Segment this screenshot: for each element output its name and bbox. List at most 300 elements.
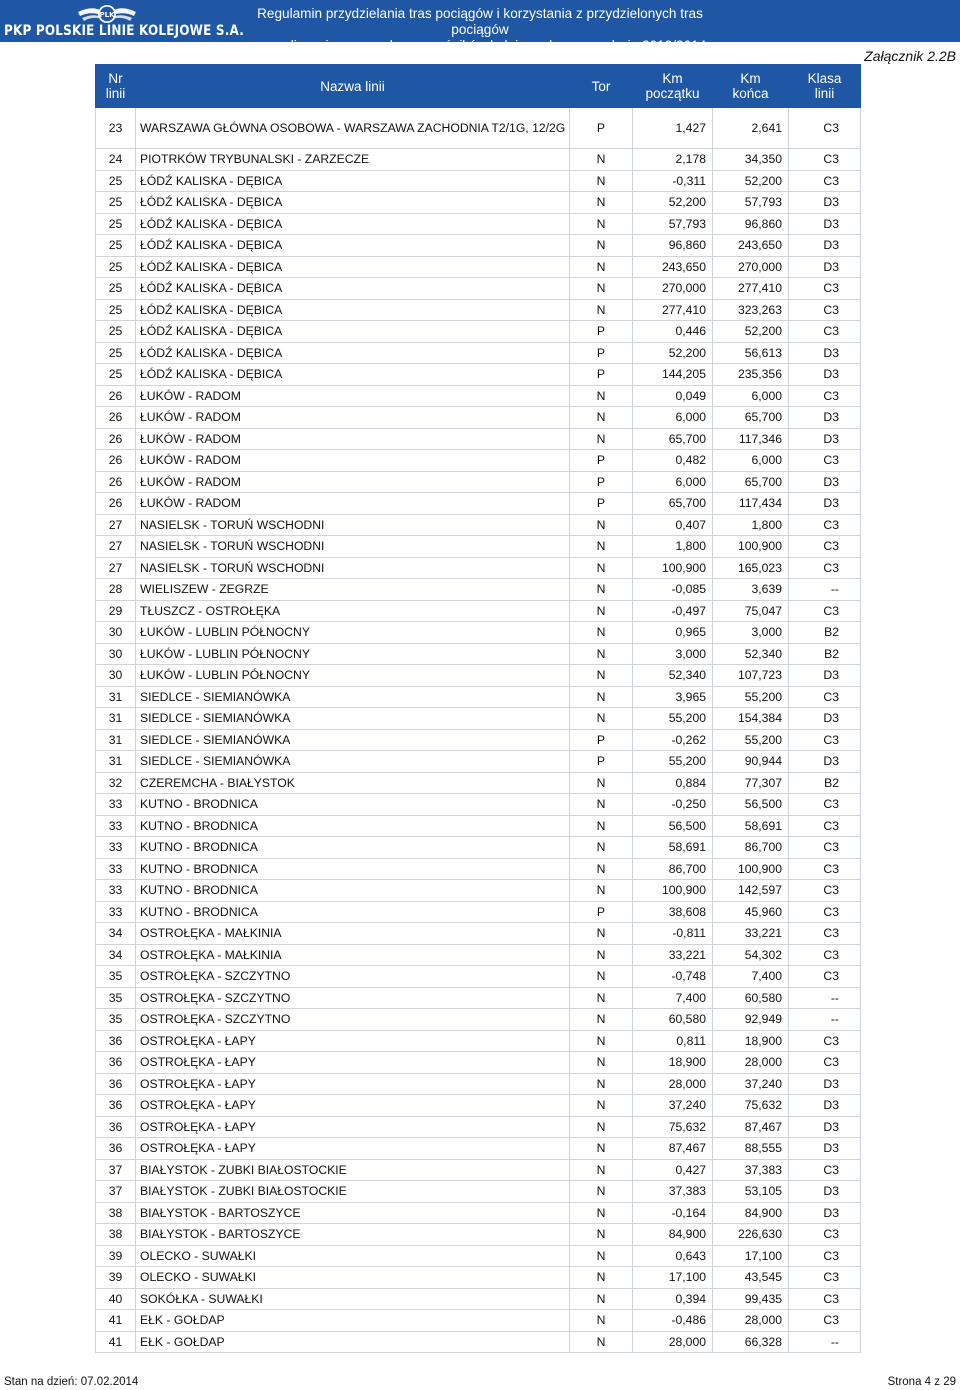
cell-line-number: 26 [96, 471, 136, 493]
cell-line-number: 39 [96, 1267, 136, 1289]
cell-line-name: ŁÓDŹ KALISKA - DĘBICA [136, 321, 570, 343]
cell-line-number: 30 [96, 665, 136, 687]
cell-km-start: 55,200 [633, 708, 713, 730]
table-row [96, 1245, 861, 1267]
cell-track: N [570, 923, 633, 945]
table-row [96, 170, 861, 192]
cell-line-number: 35 [96, 1009, 136, 1031]
cell-line-number: 28 [96, 579, 136, 601]
document-title [230, 6, 730, 54]
cell-line-class: D3 [789, 1073, 861, 1095]
cell-km-start: 57,793 [633, 213, 713, 235]
cell-km-end: 34,350 [713, 149, 789, 171]
cell-line-name: ŁÓDŹ KALISKA - DĘBICA [136, 364, 570, 386]
cell-track: N [570, 170, 633, 192]
cell-track: N [570, 278, 633, 300]
cell-line-class: B2 [789, 643, 861, 665]
cell-km-end: 1,800 [713, 514, 789, 536]
cell-line-number: 25 [96, 256, 136, 278]
cell-line-class: C3 [789, 858, 861, 880]
cell-track: N [570, 1310, 633, 1332]
title-line-2: przez licencjonowanych przewoźników kolejowych w ramach rjp 2013/2014 [253, 38, 707, 53]
cell-km-end: 117,434 [713, 493, 789, 515]
cell-line-class: D3 [789, 428, 861, 450]
cell-track: N [570, 557, 633, 579]
cell-line-number: 35 [96, 966, 136, 988]
table-row [96, 471, 861, 493]
cell-track: N [570, 1202, 633, 1224]
cell-line-class: B2 [789, 772, 861, 794]
cell-line-name: ŁÓDŹ KALISKA - DĘBICA [136, 342, 570, 364]
logo-text: PKP POLSKIE LINIE KOLEJOWE S.A. [4, 23, 244, 39]
table-row [96, 1009, 861, 1031]
winged-wheel-emblem-icon [76, 3, 138, 25]
cell-km-end: 18,900 [713, 1030, 789, 1052]
cell-line-class: C3 [789, 1245, 861, 1267]
cell-line-name: OSTROŁĘKA - SZCZYTNO [136, 966, 570, 988]
cell-line-class: C3 [789, 321, 861, 343]
cell-km-end: 37,240 [713, 1073, 789, 1095]
cell-line-class: D3 [789, 1181, 861, 1203]
cell-km-start: -0,164 [633, 1202, 713, 1224]
cell-track: N [570, 192, 633, 214]
table-row [96, 1030, 861, 1052]
cell-line-class: D3 [789, 751, 861, 773]
cell-km-start: 28,000 [633, 1073, 713, 1095]
table-row [96, 450, 861, 472]
cell-line-class: C3 [789, 514, 861, 536]
cell-line-name: NASIELSK - TORUŃ WSCHODNI [136, 536, 570, 558]
cell-km-start: 84,900 [633, 1224, 713, 1246]
cell-track: N [570, 1073, 633, 1095]
cell-line-class: C3 [789, 794, 861, 816]
cell-km-end: 17,100 [713, 1245, 789, 1267]
cell-km-start: 86,700 [633, 858, 713, 880]
table-row [96, 1116, 861, 1138]
cell-km-end: 54,302 [713, 944, 789, 966]
cell-km-start: 33,221 [633, 944, 713, 966]
cell-km-start: 0,407 [633, 514, 713, 536]
cell-line-number: 29 [96, 600, 136, 622]
cell-line-class: D3 [789, 342, 861, 364]
cell-line-class: C3 [789, 1310, 861, 1332]
cell-km-end: 165,023 [713, 557, 789, 579]
cell-line-number: 34 [96, 923, 136, 945]
table-row [96, 1310, 861, 1332]
cell-line-class: C3 [789, 149, 861, 171]
cell-line-name: ŁUKÓW - RADOM [136, 385, 570, 407]
cell-line-class: D3 [789, 665, 861, 687]
cell-line-class: C3 [789, 278, 861, 300]
cell-line-number: 25 [96, 192, 136, 214]
table-row [96, 1288, 861, 1310]
cell-line-number: 27 [96, 557, 136, 579]
header-band [0, 0, 960, 53]
table-row [96, 966, 861, 988]
table-row [96, 708, 861, 730]
column-header-km-start: Km początku [633, 65, 713, 108]
cell-line-name: ŁÓDŹ KALISKA - DĘBICA [136, 256, 570, 278]
cell-km-end: 77,307 [713, 772, 789, 794]
lines-table [95, 64, 861, 1353]
table-row [96, 321, 861, 343]
cell-line-class: C3 [789, 923, 861, 945]
cell-line-class: C3 [789, 815, 861, 837]
cell-line-name: BIAŁYSTOK - BARTOSZYCE [136, 1224, 570, 1246]
cell-line-name: KUTNO - BRODNICA [136, 815, 570, 837]
cell-km-start: 55,200 [633, 751, 713, 773]
cell-line-name: ŁÓDŹ KALISKA - DĘBICA [136, 170, 570, 192]
cell-line-name: BIAŁYSTOK - BARTOSZYCE [136, 1202, 570, 1224]
cell-km-end: 86,700 [713, 837, 789, 859]
cell-line-name: OLECKO - SUWAŁKI [136, 1245, 570, 1267]
column-header-line-name: Nazwa linii [136, 65, 570, 108]
cell-track: N [570, 987, 633, 1009]
table-row [96, 858, 861, 880]
table-row [96, 665, 861, 687]
cell-line-name: CZEREMCHA - BIAŁYSTOK [136, 772, 570, 794]
cell-km-start: 0,965 [633, 622, 713, 644]
cell-line-class: C3 [789, 837, 861, 859]
cell-km-end: 7,400 [713, 966, 789, 988]
cell-line-number: 34 [96, 944, 136, 966]
cell-km-start: 60,580 [633, 1009, 713, 1031]
cell-km-start: 52,200 [633, 342, 713, 364]
cell-km-end: 142,597 [713, 880, 789, 902]
cell-km-end: 45,960 [713, 901, 789, 923]
cell-track: N [570, 686, 633, 708]
table-row [96, 342, 861, 364]
cell-km-start: 0,811 [633, 1030, 713, 1052]
cell-line-number: 36 [96, 1052, 136, 1074]
table-row [96, 1095, 861, 1117]
cell-line-name: ŁÓDŹ KALISKA - DĘBICA [136, 192, 570, 214]
cell-track: P [570, 321, 633, 343]
cell-line-name: SIEDLCE - SIEMIANÓWKA [136, 751, 570, 773]
cell-line-name: EŁK - GOŁDAP [136, 1310, 570, 1332]
cell-track: P [570, 108, 633, 149]
table-row [96, 493, 861, 515]
table-row [96, 385, 861, 407]
cell-line-class: -- [789, 1331, 861, 1353]
cell-line-number: 26 [96, 428, 136, 450]
cell-line-number: 32 [96, 772, 136, 794]
cell-track: N [570, 622, 633, 644]
cell-km-end: 154,384 [713, 708, 789, 730]
cell-track: N [570, 579, 633, 601]
cell-km-end: 92,949 [713, 1009, 789, 1031]
table-row [96, 622, 861, 644]
cell-track: N [570, 536, 633, 558]
cell-line-class: C3 [789, 966, 861, 988]
cell-line-class: C3 [789, 536, 861, 558]
table-row [96, 407, 861, 429]
cell-line-number: 33 [96, 858, 136, 880]
cell-line-class: C3 [789, 729, 861, 751]
cell-line-name: BIAŁYSTOK - ZUBKI BIAŁOSTOCKIE [136, 1181, 570, 1203]
cell-km-end: 75,047 [713, 600, 789, 622]
cell-km-start: -0,497 [633, 600, 713, 622]
cell-line-name: OSTROŁĘKA - MAŁKINIA [136, 923, 570, 945]
table-row [96, 1052, 861, 1074]
cell-km-end: 66,328 [713, 1331, 789, 1353]
cell-line-class: C3 [789, 1288, 861, 1310]
cell-km-start: 52,200 [633, 192, 713, 214]
cell-track: P [570, 729, 633, 751]
cell-line-class: D3 [789, 1095, 861, 1117]
cell-line-number: 36 [96, 1116, 136, 1138]
cell-track: N [570, 1331, 633, 1353]
cell-line-number: 25 [96, 321, 136, 343]
cell-line-class: D3 [789, 493, 861, 515]
table-row [96, 1159, 861, 1181]
table-row [96, 1202, 861, 1224]
cell-km-end: 55,200 [713, 729, 789, 751]
cell-track: N [570, 966, 633, 988]
cell-km-start: 270,000 [633, 278, 713, 300]
cell-km-start: -0,250 [633, 794, 713, 816]
table-row [96, 536, 861, 558]
table-body [96, 108, 861, 1353]
cell-km-end: 235,356 [713, 364, 789, 386]
cell-line-name: KUTNO - BRODNICA [136, 858, 570, 880]
cell-line-name: ŁÓDŹ KALISKA - DĘBICA [136, 278, 570, 300]
cell-line-name: ŁUKÓW - RADOM [136, 493, 570, 515]
cell-km-start: 87,467 [633, 1138, 713, 1160]
cell-line-class: C3 [789, 450, 861, 472]
cell-km-end: 6,000 [713, 385, 789, 407]
table-row [96, 1138, 861, 1160]
cell-km-start: 3,965 [633, 686, 713, 708]
cell-km-start: 56,500 [633, 815, 713, 837]
cell-line-number: 25 [96, 235, 136, 257]
cell-km-start: 0,884 [633, 772, 713, 794]
cell-track: N [570, 1159, 633, 1181]
column-header-track: Tor [570, 65, 633, 108]
cell-line-number: 33 [96, 837, 136, 859]
cell-line-class: D3 [789, 1138, 861, 1160]
cell-track: N [570, 794, 633, 816]
table-row [96, 557, 861, 579]
cell-line-class: D3 [789, 235, 861, 257]
cell-track: N [570, 299, 633, 321]
cell-line-number: 39 [96, 1245, 136, 1267]
cell-line-name: OSTROŁĘKA - ŁAPY [136, 1052, 570, 1074]
cell-km-end: 65,700 [713, 407, 789, 429]
cell-line-name: WIELISZEW - ZEGRZE [136, 579, 570, 601]
cell-km-start: 17,100 [633, 1267, 713, 1289]
cell-line-name: PIOTRKÓW TRYBUNALSKI - ZARZECZE [136, 149, 570, 171]
cell-km-end: 90,944 [713, 751, 789, 773]
table-row [96, 1224, 861, 1246]
cell-line-class: D3 [789, 1202, 861, 1224]
table-row [96, 149, 861, 171]
table-row [96, 686, 861, 708]
cell-km-end: 99,435 [713, 1288, 789, 1310]
cell-track: N [570, 1116, 633, 1138]
cell-km-end: 117,346 [713, 428, 789, 450]
cell-line-number: 38 [96, 1224, 136, 1246]
cell-line-name: OSTROŁĘKA - SZCZYTNO [136, 987, 570, 1009]
cell-track: N [570, 514, 633, 536]
cell-line-class: D3 [789, 192, 861, 214]
cell-line-number: 26 [96, 450, 136, 472]
cell-km-end: 58,691 [713, 815, 789, 837]
table-row [96, 192, 861, 214]
cell-line-name: OSTROŁĘKA - MAŁKINIA [136, 944, 570, 966]
cell-line-number: 31 [96, 686, 136, 708]
cell-km-end: 52,200 [713, 321, 789, 343]
cell-line-class: C3 [789, 1267, 861, 1289]
cell-line-name: WARSZAWA GŁÓWNA OSOBOWA - WARSZAWA ZACHODNIA T2/1G, 12/2G [136, 108, 570, 149]
cell-km-end: 28,000 [713, 1310, 789, 1332]
cell-km-start: -0,262 [633, 729, 713, 751]
cell-track: N [570, 1138, 633, 1160]
cell-line-class: C3 [789, 901, 861, 923]
cell-track: N [570, 256, 633, 278]
cell-line-class: C3 [789, 880, 861, 902]
cell-km-start: -0,085 [633, 579, 713, 601]
cell-km-start: 0,446 [633, 321, 713, 343]
table-row [96, 278, 861, 300]
table-row [96, 751, 861, 773]
cell-line-number: 25 [96, 278, 136, 300]
cell-km-end: 96,860 [713, 213, 789, 235]
column-header-km-end: Km końca [713, 65, 789, 108]
cell-km-start: 0,482 [633, 450, 713, 472]
cell-line-number: 40 [96, 1288, 136, 1310]
cell-track: N [570, 1181, 633, 1203]
cell-line-name: TŁUSZCZ - OSTROŁĘKA [136, 600, 570, 622]
cell-line-name: KUTNO - BRODNICA [136, 794, 570, 816]
cell-line-number: 25 [96, 170, 136, 192]
cell-line-class: C3 [789, 1052, 861, 1074]
table-row [96, 880, 861, 902]
table-row [96, 1331, 861, 1353]
cell-km-start: 38,608 [633, 901, 713, 923]
cell-km-start: 144,205 [633, 364, 713, 386]
cell-line-number: 37 [96, 1181, 136, 1203]
table-row [96, 1073, 861, 1095]
cell-line-class: B2 [789, 622, 861, 644]
cell-line-number: 31 [96, 729, 136, 751]
cell-km-start: 3,000 [633, 643, 713, 665]
cell-line-name: SIEDLCE - SIEMIANÓWKA [136, 729, 570, 751]
cell-line-name: KUTNO - BRODNICA [136, 880, 570, 902]
cell-km-end: 323,263 [713, 299, 789, 321]
cell-km-end: 277,410 [713, 278, 789, 300]
cell-line-class: -- [789, 579, 861, 601]
table-row [96, 794, 861, 816]
cell-line-number: 41 [96, 1310, 136, 1332]
cell-line-name: OSTROŁĘKA - SZCZYTNO [136, 1009, 570, 1031]
cell-line-number: 24 [96, 149, 136, 171]
cell-km-start: 1,800 [633, 536, 713, 558]
cell-line-number: 26 [96, 493, 136, 515]
cell-line-number: 25 [96, 299, 136, 321]
cell-km-end: 270,000 [713, 256, 789, 278]
cell-km-end: 100,900 [713, 536, 789, 558]
cell-km-start: -0,748 [633, 966, 713, 988]
cell-km-start: -0,311 [633, 170, 713, 192]
table-row [96, 108, 861, 149]
cell-line-number: 31 [96, 708, 136, 730]
cell-km-end: 65,700 [713, 471, 789, 493]
cell-km-start: 0,643 [633, 1245, 713, 1267]
cell-line-name: ŁUKÓW - RADOM [136, 407, 570, 429]
table-row [96, 729, 861, 751]
cell-line-class: C3 [789, 299, 861, 321]
cell-line-class: C3 [789, 108, 861, 149]
cell-line-name: SIEDLCE - SIEMIANÓWKA [136, 686, 570, 708]
cell-km-end: 56,500 [713, 794, 789, 816]
cell-line-number: 26 [96, 407, 136, 429]
table-row [96, 1267, 861, 1289]
cell-line-number: 30 [96, 643, 136, 665]
table-row [96, 815, 861, 837]
cell-line-number: 31 [96, 751, 136, 773]
cell-line-name: NASIELSK - TORUŃ WSCHODNI [136, 514, 570, 536]
cell-track: N [570, 1030, 633, 1052]
cell-line-name: EŁK - GOŁDAP [136, 1331, 570, 1353]
cell-track: N [570, 708, 633, 730]
table-row [96, 987, 861, 1009]
cell-track: P [570, 364, 633, 386]
cell-km-end: 56,613 [713, 342, 789, 364]
cell-line-name: ŁÓDŹ KALISKA - DĘBICA [136, 299, 570, 321]
cell-line-name: BIAŁYSTOK - ZUBKI BIAŁOSTOCKIE [136, 1159, 570, 1181]
cell-km-end: 75,632 [713, 1095, 789, 1117]
cell-line-class: D3 [789, 213, 861, 235]
table-row [96, 837, 861, 859]
column-header-line-class: Klasa linii [789, 65, 861, 108]
cell-km-end: 57,793 [713, 192, 789, 214]
cell-line-name: OSTROŁĘKA - ŁAPY [136, 1030, 570, 1052]
cell-km-end: 53,105 [713, 1181, 789, 1203]
cell-line-number: 33 [96, 815, 136, 837]
cell-km-start: 28,000 [633, 1331, 713, 1353]
cell-km-start: 0,049 [633, 385, 713, 407]
cell-line-class: C3 [789, 600, 861, 622]
cell-line-name: ŁÓDŹ KALISKA - DĘBICA [136, 213, 570, 235]
cell-km-start: 6,000 [633, 471, 713, 493]
emblem-letters: PLK [99, 11, 115, 19]
table-row [96, 299, 861, 321]
cell-km-start: 100,900 [633, 557, 713, 579]
lines-table-container [95, 64, 860, 1353]
cell-track: P [570, 901, 633, 923]
cell-km-start: -0,811 [633, 923, 713, 945]
cell-track: N [570, 858, 633, 880]
cell-line-number: 33 [96, 880, 136, 902]
table-row [96, 514, 861, 536]
cell-km-end: 100,900 [713, 858, 789, 880]
cell-km-start: 75,632 [633, 1116, 713, 1138]
cell-km-end: 3,000 [713, 622, 789, 644]
cell-track: N [570, 1288, 633, 1310]
cell-line-class: -- [789, 1009, 861, 1031]
cell-km-start: 65,700 [633, 428, 713, 450]
cell-line-class: C3 [789, 1159, 861, 1181]
cell-track: N [570, 235, 633, 257]
cell-km-end: 37,383 [713, 1159, 789, 1181]
cell-track: N [570, 815, 633, 837]
table-row [96, 1181, 861, 1203]
cell-km-end: 84,900 [713, 1202, 789, 1224]
cell-km-start: 0,394 [633, 1288, 713, 1310]
cell-km-start: 1,427 [633, 108, 713, 149]
cell-track: N [570, 213, 633, 235]
